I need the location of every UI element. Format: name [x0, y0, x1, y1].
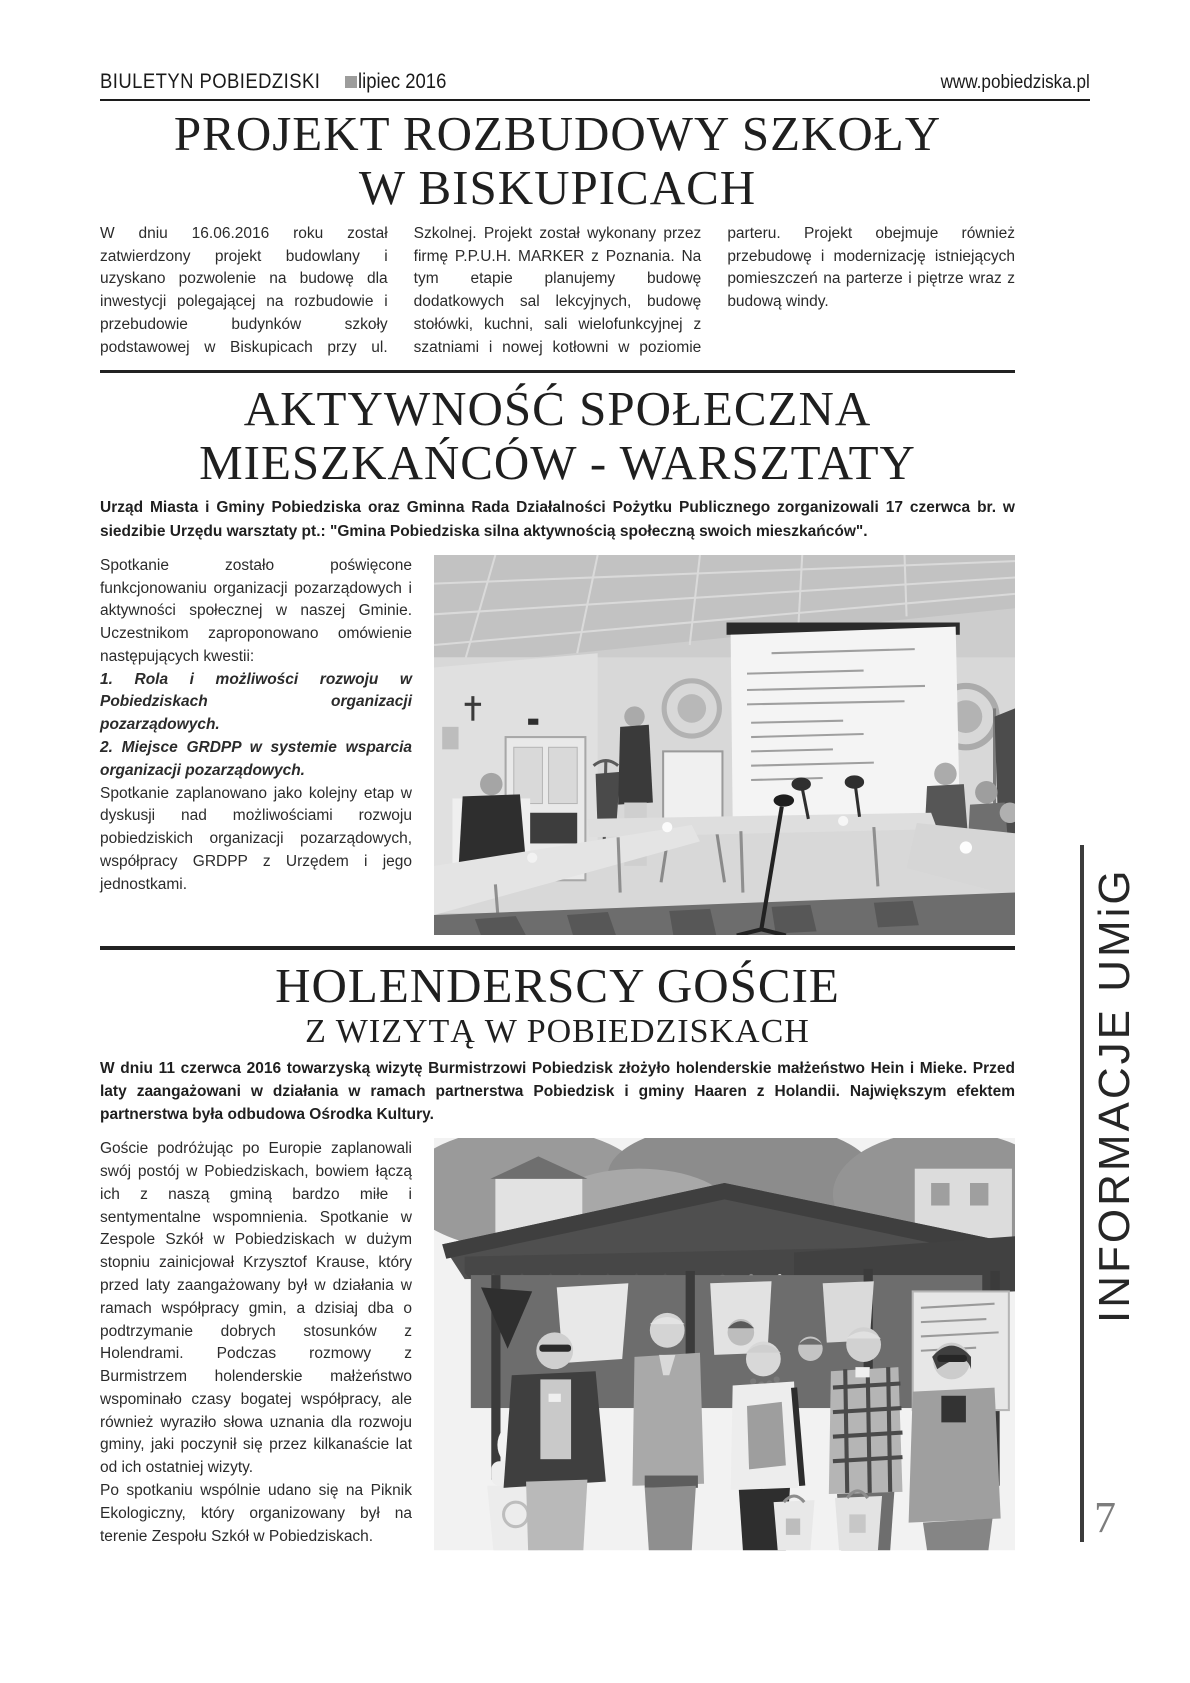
masthead [100, 70, 1090, 101]
title-line: AKTYWNOŚĆ SPOŁECZNA [243, 381, 872, 437]
dutch-guests-group-photo [434, 1138, 1015, 1550]
masthead-title: BIULETYN POBIEDZISKI [100, 70, 321, 93]
title-line: PROJEKT ROZBUDOWY SZKOŁY [173, 106, 942, 161]
issue-date: lipiec 2016 [358, 70, 447, 93]
title-line: Z WIZYTĄ W POBIEDZISKACH [305, 1013, 810, 1051]
paragraph: Po spotkaniu wspólnie udano się na Piknik Ekologiczny, który organizowany był na terenie Zespołu Szkół w Pobiedziskach. [100, 1482, 412, 1545]
masthead-left [100, 70, 459, 94]
workshop-meeting-photo [434, 555, 1015, 936]
paragraph: Spotkanie zaplanowano jako kolejny etap w dyskusji nad możliwościami rozwoju pobiedziskich organizacji pozarządowych, współpracy GRDPP z Urzędem i jego jednostkami. [100, 784, 412, 893]
article-dutch-guests [100, 959, 1015, 1550]
sidebar-section-label: INFORMACJE UMiG [1090, 867, 1139, 1323]
paragraph-numbered-item: 1. Rola i możliwości rozwoju w Pobiedziskach organizacji pozarządowych. [100, 670, 412, 734]
article-workshops-body [100, 555, 412, 897]
article-workshops-title [100, 382, 1015, 490]
square-bullet-icon [345, 76, 357, 88]
paragraph: Spotkanie zostało poświęcone funkcjonowaniu organizacji pozarządowych i aktywności społecznej w naszej Gminie. Uczestnikom zaproponowano omówienie następujących kwestii: [100, 556, 412, 665]
paragraph: Goście podróżując po Europie zaplanowali swój postój w Pobiedziskach, bowiem łączą ich z naszą gminą bardzo miłe i sentymentalne wspomnienia. Spotkanie w Zespole Szkół w Pobiedziskach w dużym stopniu zainicjował Krzysztof Krause, który przed laty zaangażowany był w działania w ramach współpracy gmin, a dzisiaj dba o podtrzymanie dobrych stosunków z Holendrami. Podczas rozmowy z Burmistrzem holenderskie małżeństwo wspominało czasy bogatej współpracy, ale również wyraziło słowa uznania dla rozwoju gminy, jaki poczynił się przez kilkanaście lat od ich ostatniej wizyty. [100, 1140, 412, 1477]
article-dutch-guests-lead: W dniu 11 czerwca 2016 towarzyską wizytę Burmistrzowi Pobiedzisk złożyło holenderskie małżeństwo Hein i Mieke. Przed laty zaangażowani w działania w ramach partnerstwa Pobiedzisk i gminy Haaren z Holandii. Największym efektem partnerstwa była odbudowa Ośrodka Kultury. [100, 1059, 1015, 1124]
title-line: HOLENDERSCY GOŚCIE [275, 958, 840, 1014]
page-number: 7 [1094, 1493, 1116, 1542]
title-line: MIESZKAŃCÓW - WARSZTATY [199, 435, 916, 491]
article-school-body [100, 223, 1015, 360]
article-school-extension [100, 107, 1015, 359]
page-content [100, 70, 1090, 1551]
sidebar-divider [1080, 845, 1084, 1542]
website-url: www.pobiedziska.pl [940, 72, 1090, 93]
article-dutch-guests-body [100, 1138, 412, 1548]
paragraph-numbered-item: 2. Miejsce GRDPP w systemie wsparcia organizacji pozarządowych. [100, 739, 412, 779]
title-line: W BISKUPICACH [358, 159, 757, 215]
article-workshops-lead: Urząd Miasta i Gminy Pobiedziska oraz Gminna Rada Działalności Pożytku Publicznego zorganizowali 17 czerwca br. w siedzibie Urzędu warsztaty pt.: "Gmina Pobiedziska silna aktywnością społeczną swoich mieszkańców". [100, 499, 1015, 540]
paragraph: W dniu 16.06.2016 roku został zatwierdzony projekt budowlany i uzyskano pozwolenie na budowę dla inwestycji polegającej na rozbudowie i przebudowie budynków szkoły podstawowej w Biskupicach przy ul. Szkolnej. Projekt został wykonany przez firmę P.P.U.H. MARKER z Poznania. Na tym etapie planujemy budowę dodatkowych sal lekcyjnych, budowę stołówki, kuchni, sali wielofunkcyjnej z szatniami i nowej kotłowni w poziomie parteru. Projekt obejmuje również przebudowę i modernizację istniejących pomieszczeń na parterze i piętrze wraz z budową windy. [100, 224, 1015, 356]
section-divider [100, 370, 1015, 373]
section-divider [100, 946, 1015, 950]
article-school-title [100, 107, 1015, 215]
article-dutch-guests-title [100, 959, 1015, 1050]
article-workshops [100, 382, 1015, 935]
